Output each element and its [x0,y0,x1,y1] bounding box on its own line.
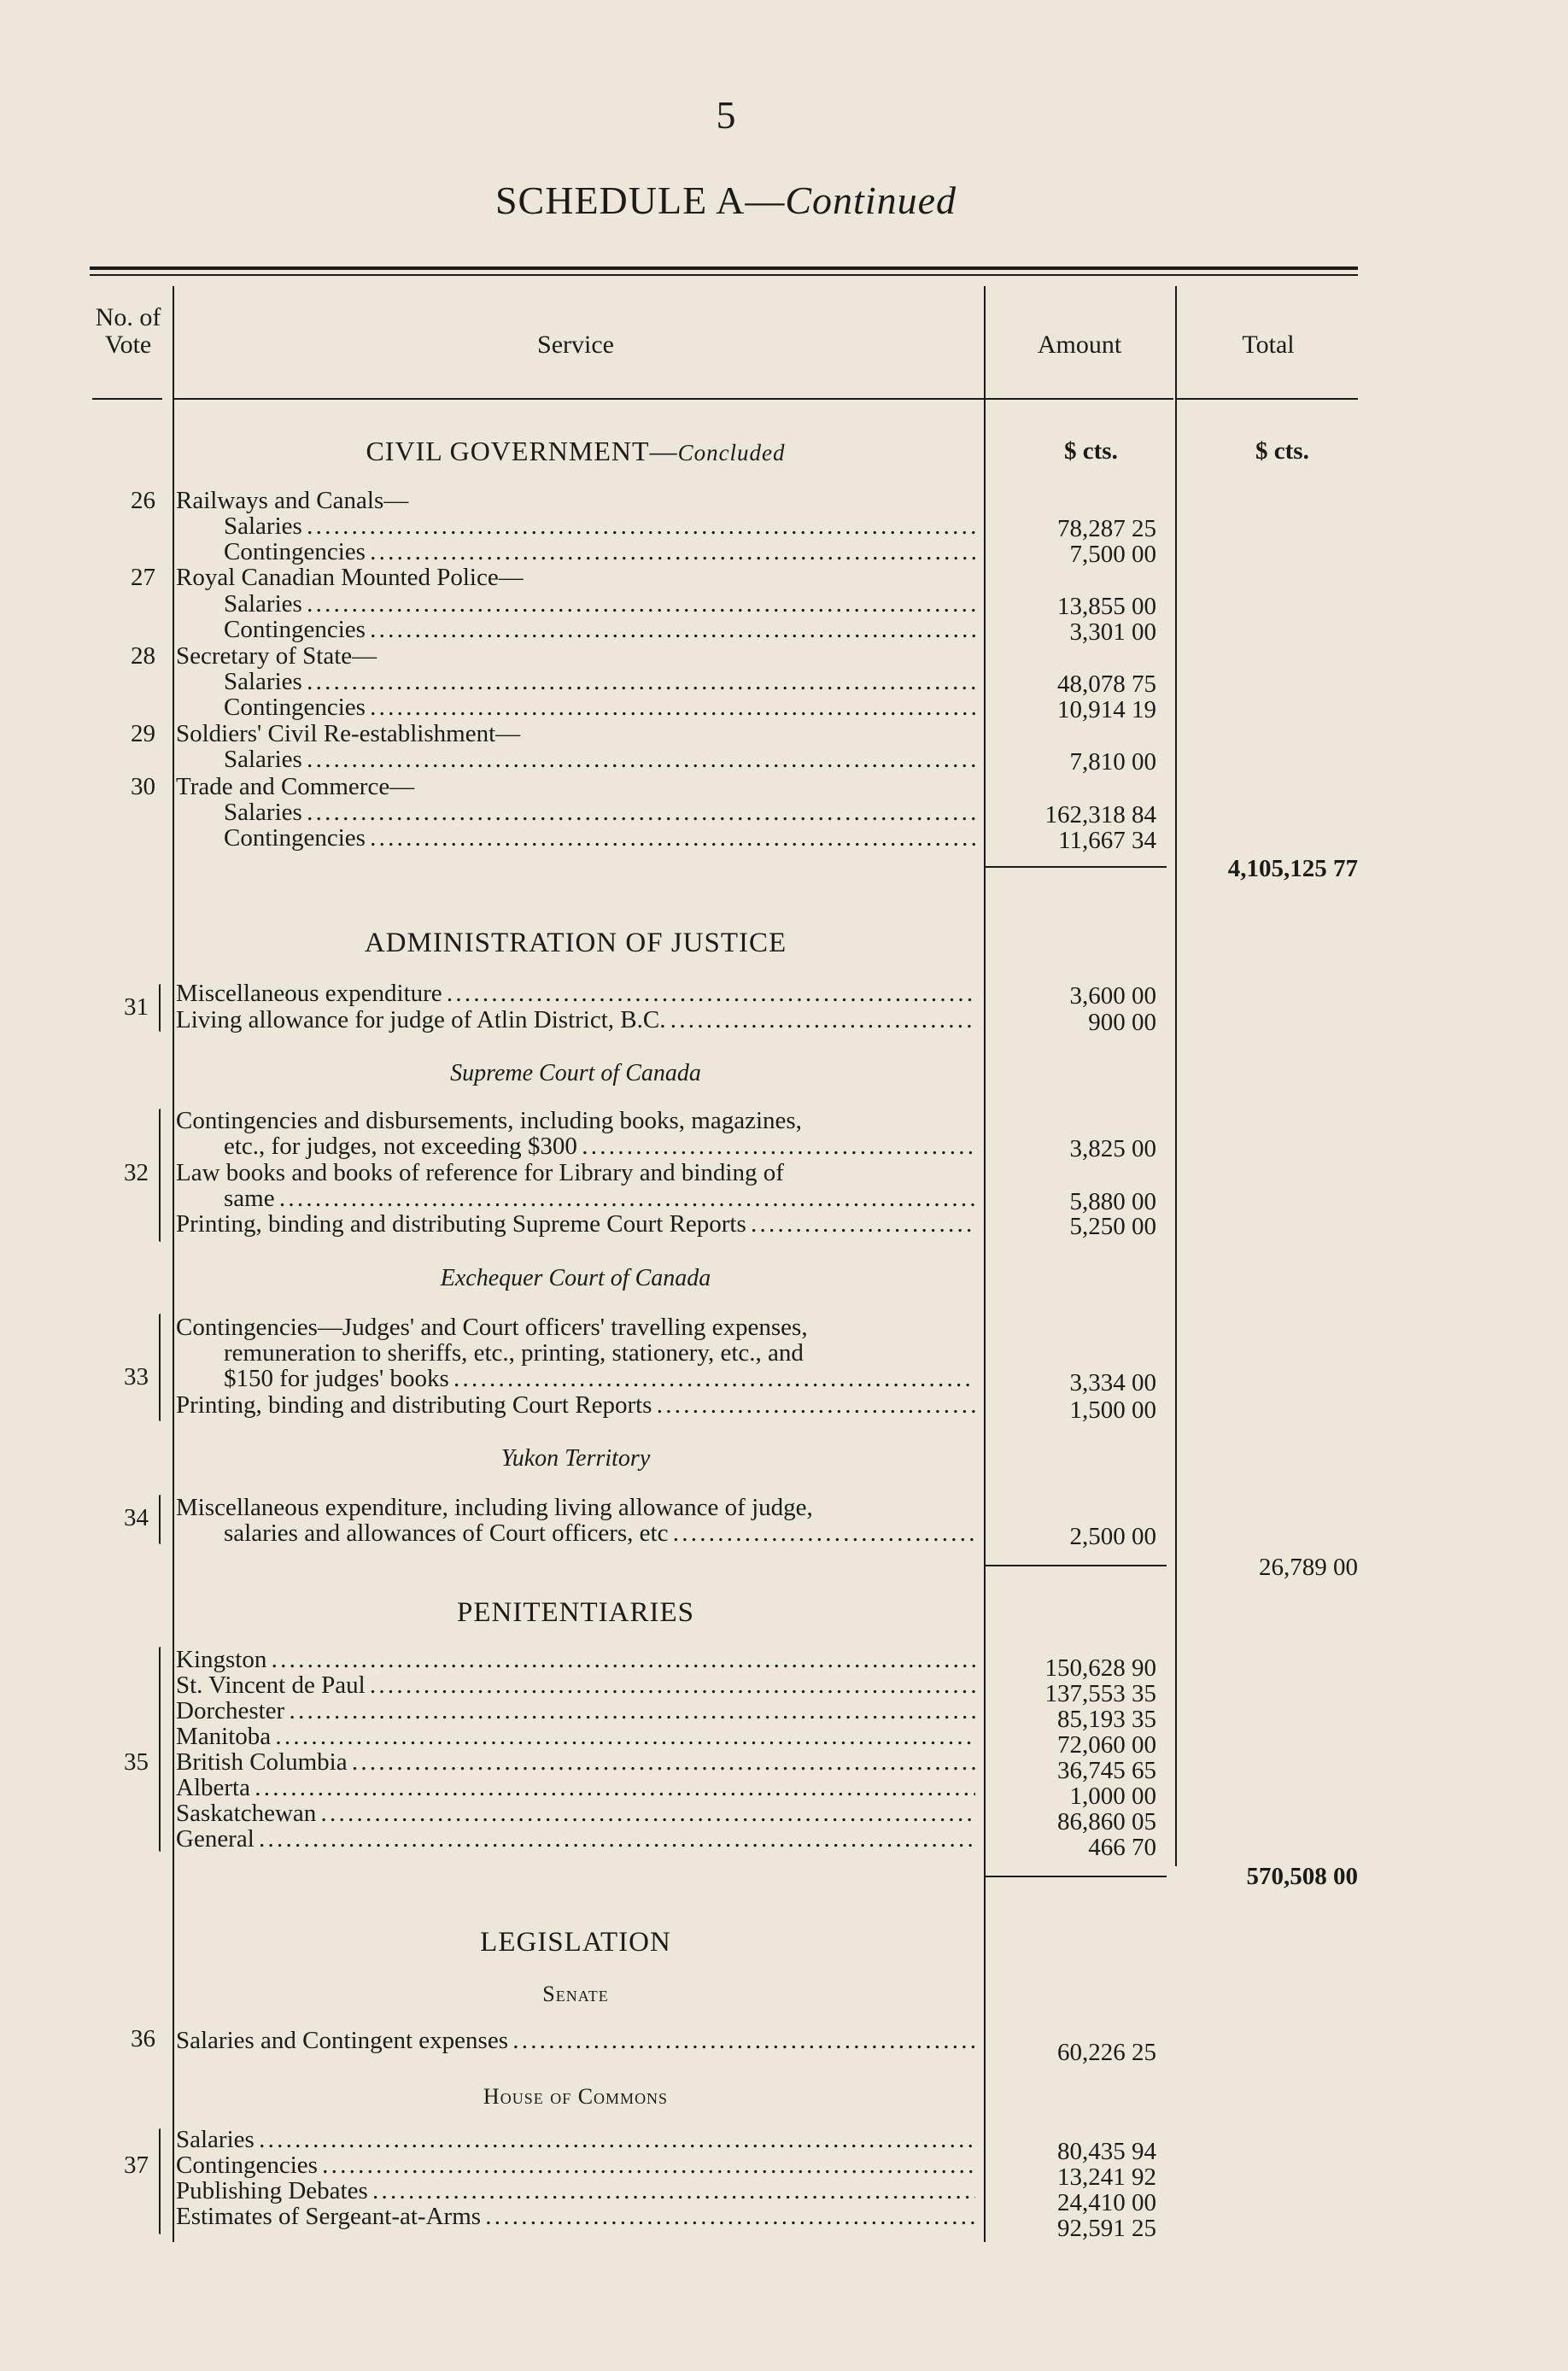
amount-value: 11,667 34 [1058,827,1156,854]
vote-number: 35 [124,1748,149,1776]
amount-value: 10,914 19 [1057,696,1156,723]
vote-number: 31 [124,993,149,1021]
service-item: Manitoba . . . [176,1724,975,1749]
service-item: Salaries . . . [224,591,975,617]
service-item: Contingencies . . . [224,539,975,565]
amount-value: 7,810 00 [1069,748,1156,776]
service-item: Salaries . . . [176,2127,975,2152]
subtotal-rule [986,1565,1167,1566]
header-vote: No. of Vote [95,303,161,359]
amount-value: 24,410 00 [1057,2189,1156,2216]
service-heading: Soldiers' Civil Re-establishment— [176,721,521,746]
vote-brace [159,2128,161,2234]
vote-number: 32 [124,1159,149,1186]
amount-value: 3,600 00 [1069,982,1156,1010]
vote-number: 27 [131,564,155,591]
amount-value: 48,078 75 [1057,670,1156,698]
amount-value: 3,825 00 [1069,1135,1156,1162]
service-item: Salaries and Contingent expenses . . . [176,2028,975,2053]
service-item: Kingston . . . [176,1647,975,1672]
service-item: Contingencies—Judges' and Court officers' travelling expenses, [176,1314,808,1340]
top-rule-thin [90,274,1358,276]
amount-value: 78,287 25 [1057,515,1156,542]
service-item: Dorchester . . . [176,1698,975,1724]
service-item: Law books and books of reference for Library and binding of [176,1160,784,1186]
total-units: $ cts. [1255,437,1309,465]
subtotal-rule [986,866,1167,868]
column-rule-vote [173,286,174,2242]
amount-value: 85,193 35 [1057,1706,1156,1733]
vote-number: 26 [131,487,155,514]
subsection-title-yukon: Yukon Territory [500,1445,651,1472]
service-item: Living allowance for judge of Atlin District, B.C. . . . [176,1007,975,1033]
service-item: Salaries . . . [224,513,975,539]
service-item: General . . . [176,1826,975,1852]
service-item: Miscellaneous expenditure . . . [176,981,975,1006]
vote-brace [159,1109,161,1242]
service-item: Contingencies and disbursements, including books, magazines, [176,1108,802,1133]
vote-number: 33 [124,1363,149,1390]
vote-brace [159,1314,161,1421]
amount-value: 7,500 00 [1069,541,1156,568]
service-item: Salaries . . . [224,669,975,694]
amount-value: 60,226 25 [1057,2039,1156,2066]
service-item: Contingencies . . . [224,825,975,851]
subsection-title-exchequer-court: Exchequer Court of Canada [440,1265,711,1291]
vote-number: 36 [131,2025,155,2052]
service-item: Saskatchewan . . . [176,1800,975,1826]
amount-value: 13,241 92 [1057,2163,1156,2191]
section-total: 26,789 00 [1259,1554,1358,1581]
header-rule-total [1177,398,1358,400]
vote-number: 37 [124,2151,149,2179]
amount-value: 92,591 25 [1057,2215,1156,2242]
service-item: Contingencies . . . [224,617,975,642]
amount-value: 2,500 00 [1069,1523,1156,1550]
service-heading: Railways and Canals— [176,488,409,513]
top-rule [90,266,1358,270]
vote-brace [159,1495,161,1544]
amount-value: 86,860 05 [1057,1808,1156,1835]
subsection-title-senate: Senate [542,1982,609,2006]
amount-value: 137,553 35 [1044,1680,1156,1707]
service-heading: Trade and Commerce— [176,774,415,799]
schedule-title: SCHEDULE A—Continued [494,179,957,222]
header-rule-vote [92,398,162,400]
service-item: Printing, binding and distributing Court Reports . . . [176,1392,975,1418]
service-item: Contingencies . . . [224,694,975,720]
amount-units: $ cts. [1064,437,1118,465]
section-title-justice: ADMINISTRATION OF JUSTICE [364,928,787,958]
service-item: Salaries . . . [224,799,975,825]
header-total: Total [1242,331,1295,359]
header-rule-amount [986,398,1173,400]
amount-value: 162,318 84 [1044,801,1156,828]
service-item-continued: $150 for judges' books . . . [224,1366,975,1391]
amount-value: 900 00 [1088,1009,1156,1036]
header-rule-service [174,398,984,400]
service-item: Contingencies . . . [176,2152,975,2178]
amount-value: 72,060 00 [1057,1731,1156,1759]
amount-value: 3,301 00 [1069,618,1156,646]
service-item-continued: etc., for judges, not exceeding $300 . . . [224,1133,975,1159]
service-item: British Columbia . . . [176,1749,975,1775]
vote-brace [159,984,161,1032]
service-item: Printing, binding and distributing Supreme Court Reports . . . [176,1211,975,1237]
amount-value: 5,880 00 [1069,1188,1156,1215]
section-total: 570,508 00 [1246,1863,1358,1890]
column-rule-amount [1175,286,1177,1866]
service-item: St. Vincent de Paul . . . [176,1672,975,1698]
amount-value: 1,500 00 [1069,1396,1156,1424]
service-item: Alberta . . . [176,1775,975,1800]
service-item: Miscellaneous expenditure, including living allowance of judge, [176,1495,813,1520]
vote-number: 29 [131,720,155,747]
amount-value: 1,000 00 [1069,1783,1156,1810]
vote-brace [159,1647,161,1852]
header-amount: Amount [1037,331,1122,359]
service-heading: Royal Canadian Mounted Police— [176,565,524,590]
amount-value: 5,250 00 [1069,1213,1156,1240]
section-title-legislation: LEGISLATION [480,1927,671,1958]
subsection-title-house-of-commons: House of Commons [483,2084,669,2109]
service-heading: Secretary of State— [176,643,377,669]
section-total: 4,105,125 77 [1227,855,1358,882]
service-item-continued: same . . . [224,1186,975,1211]
section-title-civil-government: CIVIL GOVERNMENT—Concluded [366,436,786,466]
amount-value: 466 70 [1088,1834,1156,1861]
subtotal-rule [986,1876,1167,1877]
header-service: Service [537,331,614,359]
column-rule-service [984,286,986,2242]
amount-value: 3,334 00 [1069,1369,1156,1396]
subsection-title-supreme-court: Supreme Court of Canada [450,1060,701,1086]
service-item-continued: remuneration to sheriffs, etc., printing, stationery, etc., and [224,1340,804,1366]
amount-value: 80,435 94 [1057,2138,1156,2165]
page-number: 5 [716,93,736,137]
service-item: Publishing Debates . . . [176,2178,975,2204]
vote-number: 34 [124,1504,149,1531]
service-item-continued: salaries and allowances of Court officers, etc . . . [224,1520,975,1546]
section-title-penitentiaries: PENITENTIARIES [457,1597,694,1628]
amount-value: 150,628 90 [1044,1654,1156,1682]
amount-value: 13,855 00 [1057,593,1156,620]
vote-number: 28 [131,642,155,670]
vote-number: 30 [131,773,155,800]
service-item: Salaries . . . [224,746,975,772]
service-item: Estimates of Sergeant-at-Arms . . . [176,2204,975,2229]
amount-value: 36,745 65 [1057,1757,1156,1784]
